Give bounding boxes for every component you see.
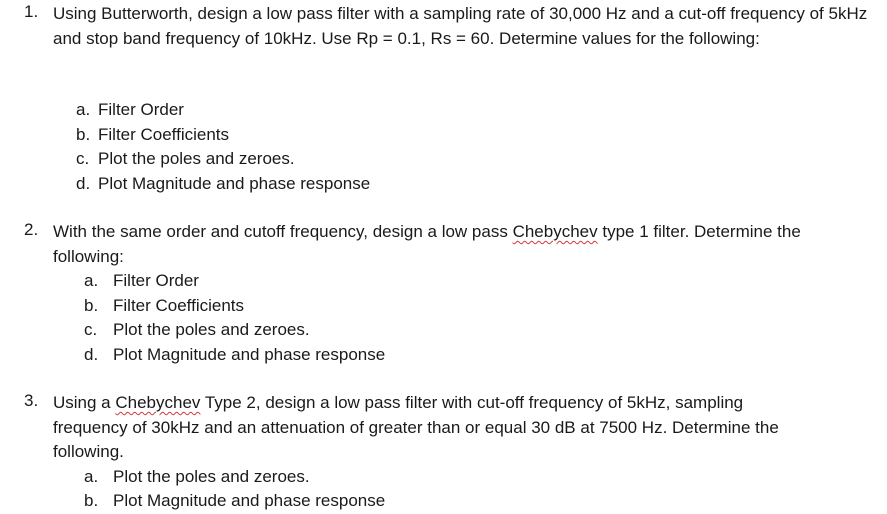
question-number: 1. [24,2,39,21]
spellcheck-flagged-word[interactable]: Chebychev [512,222,598,241]
list-item-letter: d. [76,173,91,193]
list-item-text: Filter Coefficients [113,295,245,315]
question-text: Using Butterworth, design a low pass filter with a sampling rate of 30,000 Hz and a cut-off frequency of 5kHz and stop band frequency of 10kHz. Use Rp = 0.1, Rs = 60. Determine values for the following: [53,4,868,48]
list-item-letter: a. [84,271,99,290]
list-item [84,269,199,294]
list-item-letter: b. [76,124,91,144]
list-item-text: Plot the poles and zeroes. [98,149,295,168]
list-item [76,98,184,123]
list-item-letter: d. [84,344,99,364]
list-item-letter: a. [76,100,91,119]
list-item-letter: b. [84,295,99,315]
question-3 [24,391,874,465]
list-item-text: Filter Order [98,100,184,119]
list-item-text: Plot Magnitude and phase response [113,491,386,510]
question-text-part: type 1 filter. Determine the following: [53,222,801,266]
list-item [76,147,295,172]
list-item-text: Plot the poles and zeroes. [113,320,310,339]
question-text-part: Type 2, design a low pass filter with cut-off frequency of 5kHz, sampling frequency of 30kHz and an attenuation of greater than or equal 30 dB at 7500 Hz. Determine the following. [53,393,779,461]
list-item-letter: b. [84,491,99,510]
question-text [53,220,874,269]
list-item-text: Plot the poles and zeroes. [113,466,310,486]
list-item-letter: a. [84,466,99,486]
list-item [84,318,310,343]
list-item-text: Plot Magnitude and phase response [113,344,386,364]
spellcheck-flagged-word[interactable]: Chebychev [115,393,201,412]
list-item [84,489,385,514]
question-text-part: Using a [53,393,116,412]
list-item-text: Filter Order [113,271,199,290]
list-item-text: Filter Coefficients [98,124,230,144]
list-item-letter: c. [76,149,90,168]
list-item [84,294,244,319]
list-item-text: Plot Magnitude and phase response [98,173,371,193]
list-item [84,343,385,368]
question-2 [24,220,874,269]
question-text-part: With the same order and cutoff frequency, design a low pass [53,222,513,241]
question-1 [24,2,874,51]
question-number: 2. [24,220,39,239]
list-item-letter: c. [84,320,98,339]
list-item [76,123,229,148]
list-item [84,465,310,490]
question-number: 3. [24,391,39,410]
list-item [76,172,370,197]
question-text [53,391,793,465]
